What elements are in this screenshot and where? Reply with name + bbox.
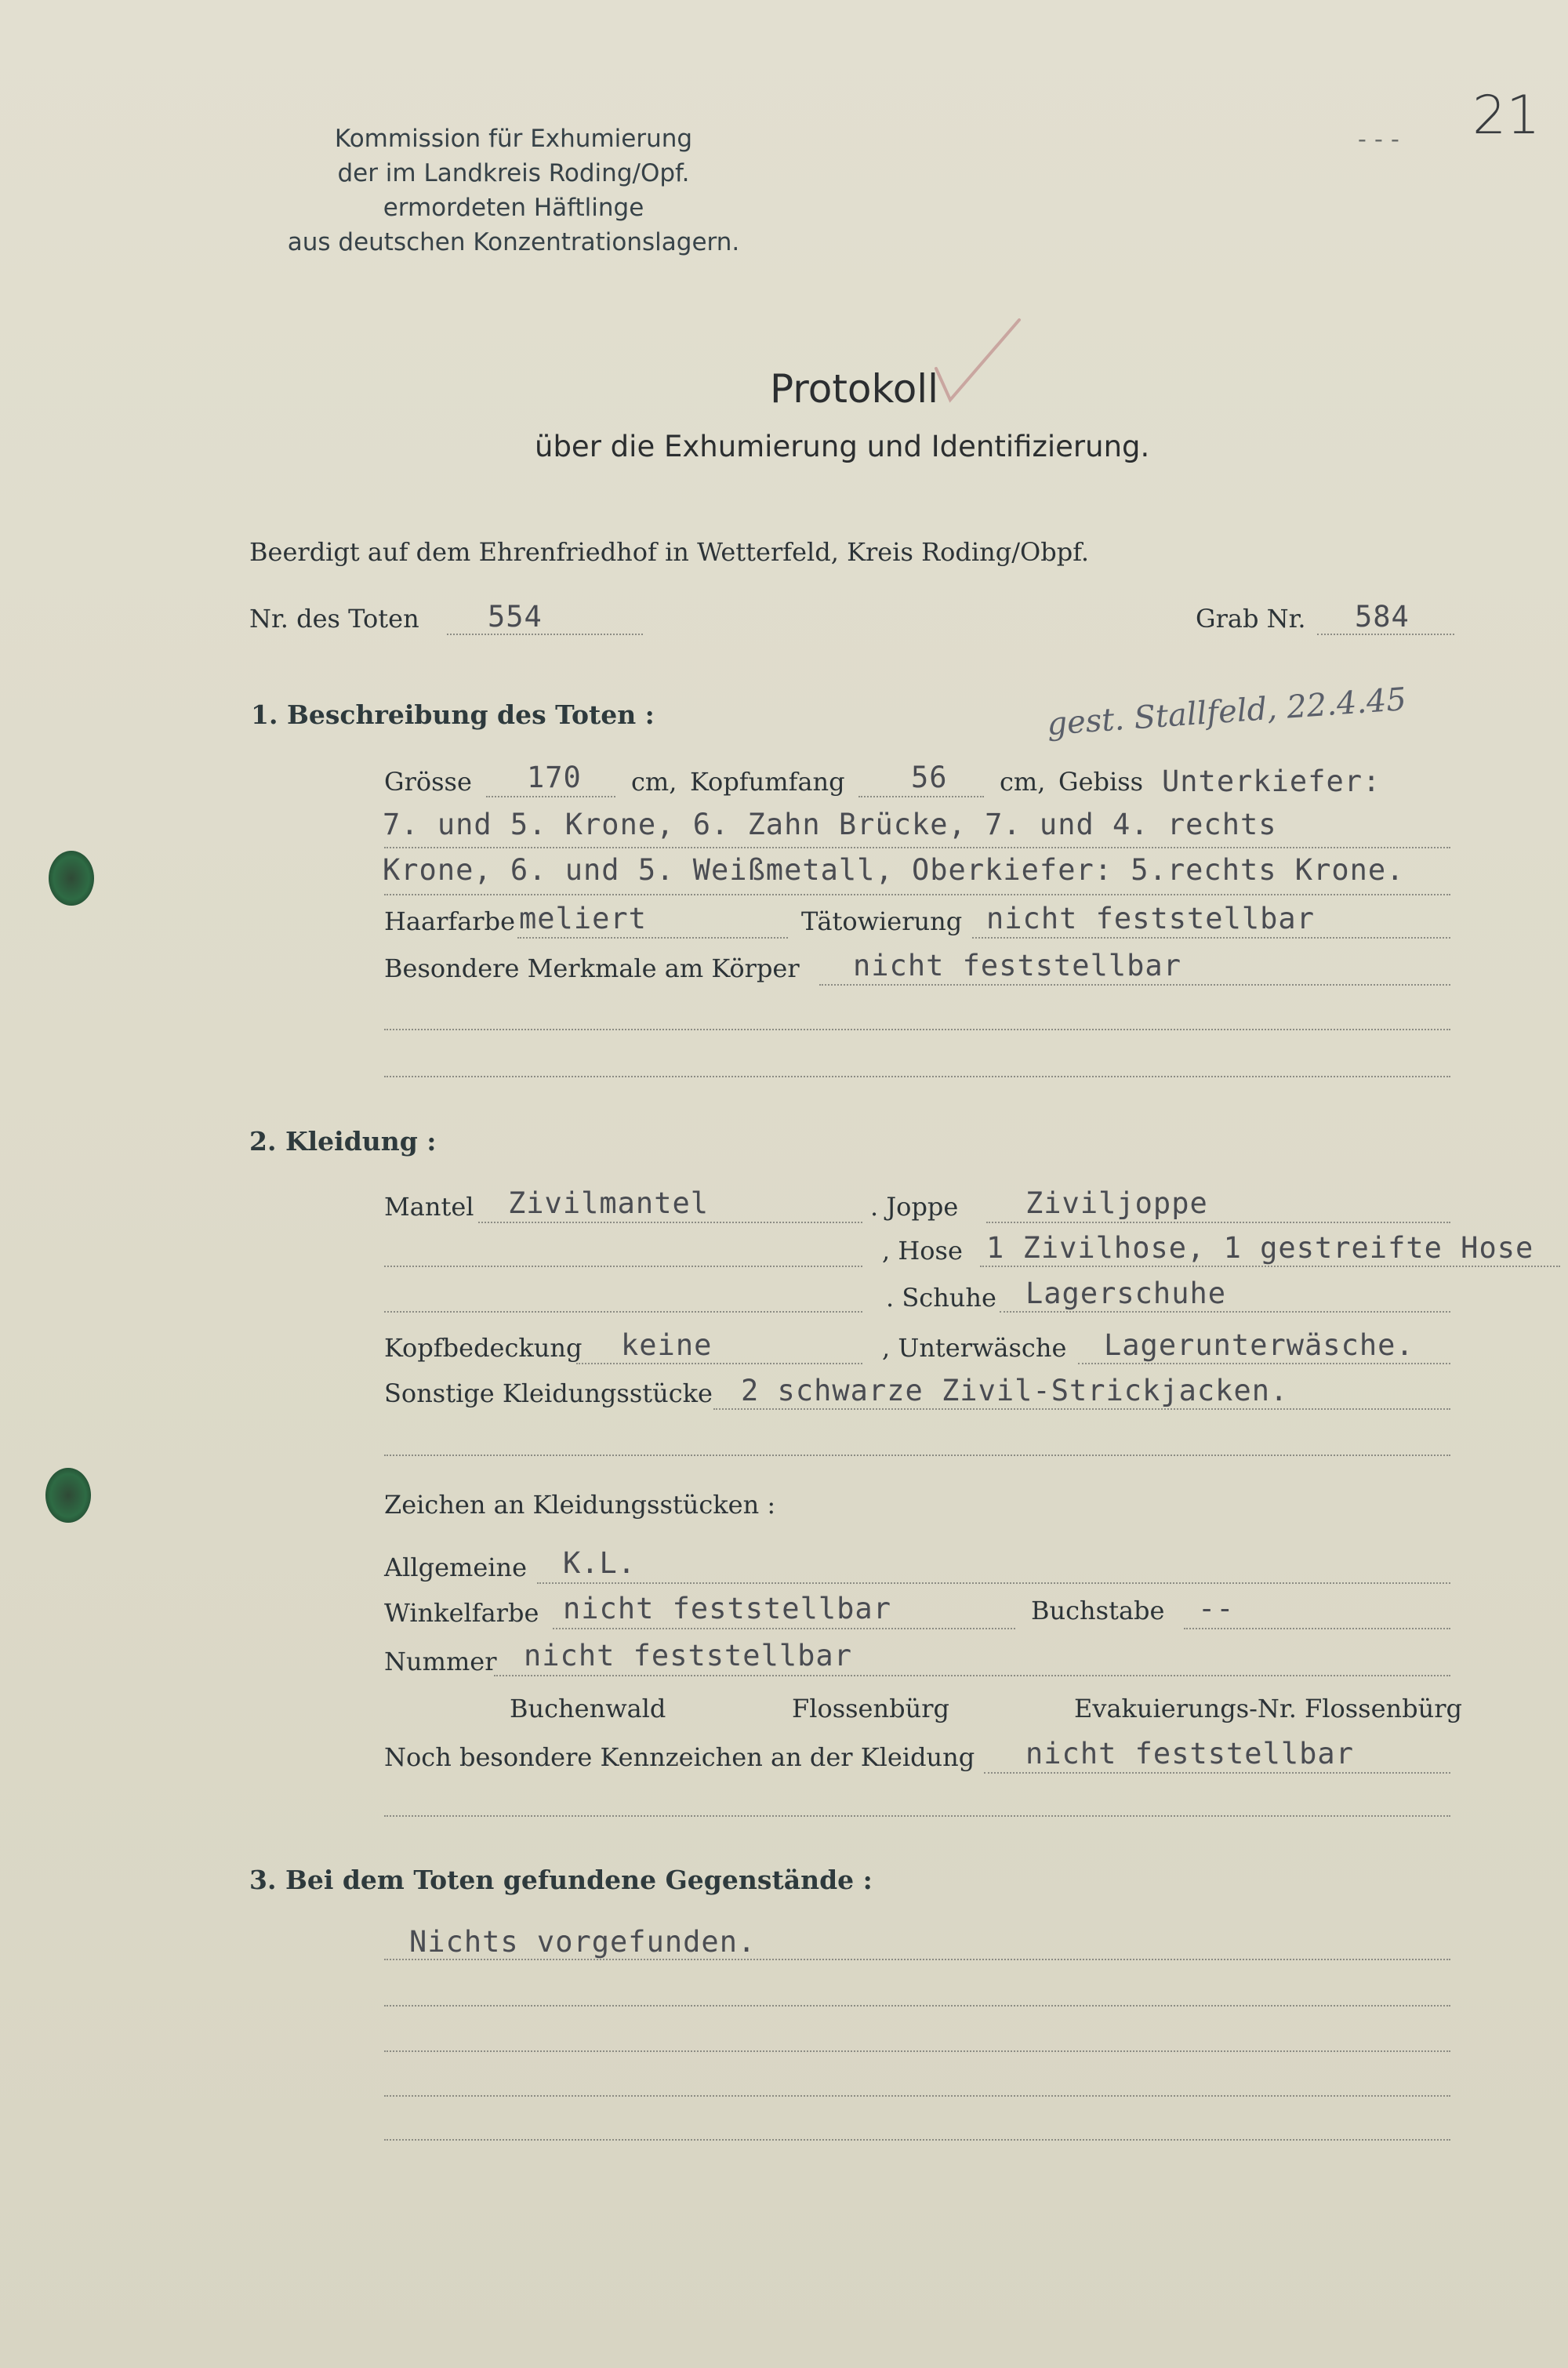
blank-line-1 [384, 1029, 1450, 1030]
blank-line-2 [384, 1076, 1450, 1077]
buchstabe-line [1184, 1628, 1450, 1629]
nr-value: 554 [488, 600, 543, 634]
allgemeine-label: Allgemeine [384, 1553, 528, 1582]
section-3-line-3 [384, 2050, 1450, 2052]
burial-line: Beerdigt auf dem Ehrenfriedhof in Wetterfeld, Kreis Roding/Obpf. [249, 537, 1090, 567]
merkmale-line [819, 984, 1450, 986]
schuhe-value: Lagerschuhe [1025, 1277, 1227, 1310]
page-subtitle: über die Exhumierung und Identifizierung. [535, 430, 1150, 463]
header-line-1: Kommission für Exhumierung [334, 125, 693, 153]
kopfbedeckung-line [576, 1363, 862, 1364]
hose-value: 1 Zivilhose, 1 gestreifte Hose [986, 1231, 1534, 1265]
sonstige-line [713, 1408, 1450, 1410]
unterwaesche-label: , Unterwäsche [882, 1333, 1067, 1363]
header-line-3: ermordeten Häftlinge [383, 194, 644, 222]
taetowierung-line [972, 937, 1450, 939]
section-3-line-4 [384, 2095, 1450, 2097]
allgemeine-value: K.L. [563, 1546, 637, 1580]
nummer-label: Nummer [384, 1647, 497, 1676]
section-3-line-2 [384, 2005, 1450, 2007]
buchstabe-label: Buchstabe [1031, 1596, 1165, 1625]
nummer-line [494, 1675, 1450, 1676]
groesse-value: 170 [527, 761, 582, 794]
unterwaesche-line [1078, 1363, 1450, 1364]
grab-value: 584 [1355, 600, 1410, 634]
winkelfarbe-value: nicht feststellbar [563, 1592, 891, 1625]
kopfbedeckung-value: keine [621, 1328, 713, 1362]
joppe-label: . Joppe [870, 1192, 959, 1222]
joppe-line [986, 1222, 1450, 1223]
nr-label: Nr. des Toten [249, 604, 419, 634]
check-mark-icon [933, 314, 1027, 416]
taetowierung-value: nicht feststellbar [986, 902, 1315, 935]
hose-label: , Hose [882, 1236, 963, 1266]
mantel-label: Mantel [384, 1192, 474, 1222]
noch-line [984, 1772, 1450, 1774]
kopfbedeckung-label: Kopfbedeckung [384, 1333, 583, 1363]
buchstabe-value: -- [1198, 1592, 1235, 1625]
gebiss-dotline-2 [384, 894, 1450, 895]
noch-label: Noch besondere Kennzeichen an der Kleidung [384, 1742, 975, 1772]
buchenwald-label: Buchenwald [510, 1694, 666, 1723]
sonstige-label: Sonstige Kleidungsstücke [384, 1378, 713, 1408]
taetowierung-label: Tätowierung [801, 906, 963, 936]
section-2-heading: 2. Kleidung : [249, 1126, 437, 1157]
schuhe-label: . Schuhe [886, 1283, 996, 1313]
kopfumfang-value: 56 [911, 761, 948, 794]
dash-mark: - - - [1358, 124, 1399, 154]
haarfarbe-value: meliert [519, 902, 647, 935]
grab-line [1317, 634, 1454, 635]
section-3-line-5 [384, 2139, 1450, 2141]
noch-value: nicht feststellbar [1025, 1737, 1354, 1771]
unterwaesche-value: Lagerunterwäsche. [1104, 1328, 1414, 1362]
allgemeine-line [537, 1582, 1450, 1584]
punch-hole-top [49, 851, 94, 906]
section-1-heading: 1. Beschreibung des Toten : [251, 699, 655, 730]
grab-label: Grab Nr. [1196, 604, 1306, 634]
nummer-value: nicht feststellbar [524, 1639, 852, 1672]
haarfarbe-label: Haarfarbe [384, 906, 515, 936]
gebiss-line-3: Krone, 6. und 5. Weißmetall, Oberkiefer: 5.rechts Krone. [383, 853, 1405, 887]
hose-line [980, 1266, 1560, 1267]
blank-line-3 [384, 1455, 1450, 1456]
section-3-value: Nichts vorgefunden. [409, 1925, 757, 1959]
merkmale-value: nicht feststellbar [853, 949, 1181, 982]
winkelfarbe-line [553, 1628, 1015, 1629]
cm-label-1: cm, [631, 767, 677, 797]
mantel-line [478, 1222, 862, 1223]
page-number: 21 [1472, 85, 1541, 147]
joppe-value: Ziviljoppe [1025, 1186, 1208, 1220]
header-line-2: der im Landkreis Roding/Opf. [337, 159, 690, 187]
section-3-heading: 3. Bei dem Toten gefundene Gegenstände : [249, 1865, 873, 1895]
handwritten-note: gest. Stallfeld, 22.4.45 [1045, 681, 1408, 743]
gebiss-label: Gebiss [1058, 767, 1144, 797]
cm-label-2: cm, [1000, 767, 1046, 797]
page-title: Protokoll [770, 366, 939, 412]
nr-line [447, 634, 643, 635]
hose-left-line [384, 1266, 862, 1267]
winkelfarbe-label: Winkelfarbe [384, 1598, 539, 1628]
merkmale-label: Besondere Merkmale am Körper [384, 953, 800, 983]
gebiss-line-1: Unterkiefer: [1162, 765, 1381, 798]
flossenburg-label: Flossenbürg [792, 1694, 949, 1723]
groesse-label: Grösse [384, 767, 472, 797]
kopfumfang-line-2 [858, 796, 984, 797]
schuhe-line [1000, 1311, 1450, 1313]
sonstige-value: 2 schwarze Zivil-Strickjacken. [741, 1374, 1289, 1407]
schuhe-left-line [384, 1311, 862, 1313]
mantel-value: Zivilmantel [508, 1186, 710, 1220]
blank-line-4 [384, 1815, 1450, 1817]
gebiss-dotline-1 [384, 847, 1450, 848]
haarfarbe-line [517, 937, 788, 939]
header-line-4: aus deutschen Konzentrationslagern. [287, 228, 740, 256]
zeichen-label: Zeichen an Kleidungsstücken : [384, 1490, 776, 1520]
kopfumfang-label: Kopfumfang [690, 767, 845, 797]
gebiss-line-2: 7. und 5. Krone, 6. Zahn Brücke, 7. und 4. rechts [383, 808, 1277, 841]
groesse-line [486, 796, 615, 797]
evakuierung-label: Evakuierungs-Nr. Flossenbürg [1074, 1694, 1463, 1723]
punch-hole-bottom [45, 1468, 91, 1523]
section-3-line-1 [384, 1959, 1450, 1960]
